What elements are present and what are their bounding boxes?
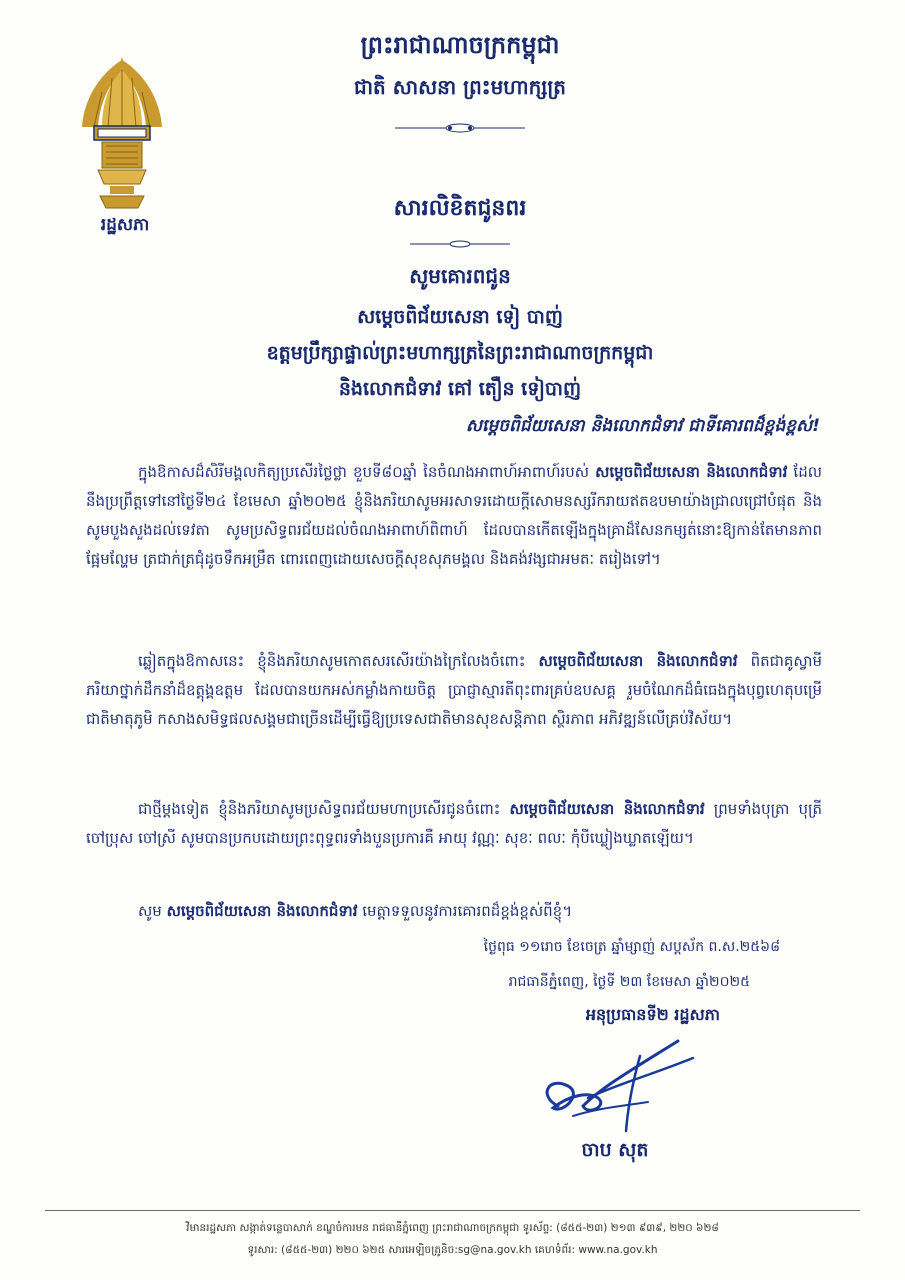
addressee-position: ឧត្តមប្រឹក្សាផ្ទាល់ព្រះមហាក្សត្រនៃព្រះរាជាណាចក្រកម្ពុជា: [266, 342, 654, 364]
emphasis-name: សម្ដេចពិជ័យសេនា និងលោកជំទាវ: [595, 463, 788, 481]
paragraph-text: ជាថ្មីម្ដងទៀត ខ្ញុំនិងភរិយាសូមប្រសិទ្ធពរជ័យមហាប្រសើរជូនចំពោះ: [138, 800, 510, 818]
footer-divider: [45, 1210, 860, 1211]
closing-text: សូម: [138, 902, 167, 920]
body-paragraph-1: [86, 458, 822, 574]
kingdom-motto: ព្រះរាជាណាចក្រកម្ពុជា: [360, 31, 560, 59]
nation-religion-king-motto: ជាតិ សាសនា ព្រះមហាក្សត្រ: [354, 75, 566, 99]
closing-line: [138, 902, 828, 924]
paragraph-text: ពិតជាគូស្វាមីភរិយាថ្នាក់ដឹកនាំដ៏ឧត្ដុង្គឧត្ដម ដែលបានយកអស់កម្លាំងកាយចិត្ត ប្រាជ្ញាស្មារតីពុះពារគ្រប់ឧបសគ្គ រួមចំណែកដ៏ធំធេងក្នុងបុព្វហេតុបម្រើជាតិមាតុភូមិ កសាងសមិទ្ធផលសង្គមជាច្រើនដើម្បីធ្វើឱ្យប្រទេសជាតិមានសុខសន្តិភាព ស្ថិរភាព អភិវឌ្ឍន៍លើគ្រប់វិស័យ។: [86, 652, 822, 728]
paragraph-text: ឆ្លៀតក្នុងឱកាសនេះ ខ្ញុំនិងភរិយាសូមកោតសរសើរយ៉ាងក្រៃលែងចំពោះ: [138, 652, 539, 670]
lunar-date: ថ្ងៃពុធ ១១រោច ខែចេត្រ ឆ្នាំម្សាញ់ សប្តស័ក ព.ស.២៥៦៨: [483, 939, 780, 955]
paragraph-text: ព្រមទាំងបុត្រា បុត្រី ចៅប្រុស ចៅស្រី សូមបានប្រកបដោយព្រះពុទ្ធពរទាំងបួនប្រការគឺ អាយុ វណ្ណៈ សុខៈ ពលៈ កុំបីឃ្លៀងឃ្លាតឡើយ។: [86, 800, 822, 847]
closing-text: មេត្តាទទួលនូវការគោរពដ៏ខ្ពង់ខ្ពស់ពីខ្ញុំ។: [357, 902, 573, 920]
paragraph-text: ដែលនឹងប្រព្រឹត្តទៅនៅថ្ងៃទី២៤ ខែមេសា ឆ្នាំ២០២៥ ខ្ញុំនិងភរិយាសូមអរសាទរដោយក្ដីសោមនស្សរីករាយឥតឧបមាយ៉ាងជ្រាលជ្រៅបំផុត និងសូមបួងសួងដល់ទេវតា សូមប្រសិទ្ធពរជ័យដល់ចំណងអាពាហ៍ពិពាហ៍ ដែលបានកើតឡើងក្នុងគ្រាដ៏សែនកម្សត់នោះឱ្យកាន់តែមានភាពផ្អែមល្ហែម ត្រជាក់ត្រជុំដូចទឹកអម្រឹត ពោរពេញដោយសេចក្ដីសុខសុភមង្គល និងគង់វង្សជាអមតៈ តរៀងទៅ។: [86, 463, 822, 568]
body-paragraph-3: [86, 795, 822, 853]
addressee-spouse: និងលោកជំទាវ គៅ តឿន ទៀបាញ់: [338, 378, 582, 400]
footer-contact: ទូរសារ: (៨៥៥-២៣) ២២០ ៦២៥ សារអេឡិចត្រូនិច:sg@na.gov.kh គេហទំព័រ: www.na.gov.kh: [247, 1244, 658, 1256]
footer-address: វិមានរដ្ឋសភា សង្កាត់ទន្លេបាសាក់ ខណ្ឌចំការមន រាជធានីភ្នំពេញ ព្រះរាជាណាចក្រកម្ពុជា ទូរស័ព្ទ: (៨៥៥-២៣) ២១៣ ៩៣៩, ២២០ ៦២៨: [186, 1222, 719, 1234]
handwritten-signature: [528, 1036, 698, 1136]
emblem-label: រដ្ឋសភា: [100, 215, 150, 235]
salutation: សម្ដេចពិជ័យសេនា និងលោកជំទាវ ជាទីគោរពដ៏ខ្ពង់ខ្ពស់!: [465, 416, 820, 436]
title-divider-icon: [410, 239, 510, 249]
emphasis-name: សម្ដេចពិជ័យសេនា និងលោកជំទាវ: [538, 652, 738, 670]
letter-title: សារលិខិតជូនពរ: [393, 196, 527, 221]
paragraph-text: ក្នុងឱកាសដ៏សិរីមង្គលកិត្យប្រសើរថ្លៃថ្លា ខួបទី៨០ឆ្នាំ នៃចំណងអាពាហ៍អាពាហ៍របស់: [138, 463, 596, 481]
signer-name: ចាប សុត: [581, 1139, 649, 1161]
addressee-name: សម្ដេចពិជ័យសេនា ទៀ បាញ់: [357, 306, 563, 328]
ornament-divider-icon: [395, 122, 525, 134]
national-assembly-emblem-icon: [72, 52, 172, 222]
place-date: រាជធានីភ្នំពេញ, ថ្ងៃទី ២៣ ខែមេសា ឆ្នាំ២០២៥: [508, 974, 750, 990]
emphasis-name: សម្ដេចពិជ័យសេនា និងលោកជំទាវ: [166, 902, 358, 920]
addressee-greeting: សូមគោរពជូន: [409, 264, 511, 288]
signer-title: អនុប្រធានទី២ រដ្ឋសភា: [585, 1005, 720, 1024]
emphasis-name: សម្ដេចពិជ័យសេនា និងលោកជំទាវ: [509, 800, 705, 818]
body-paragraph-2: [86, 647, 822, 734]
